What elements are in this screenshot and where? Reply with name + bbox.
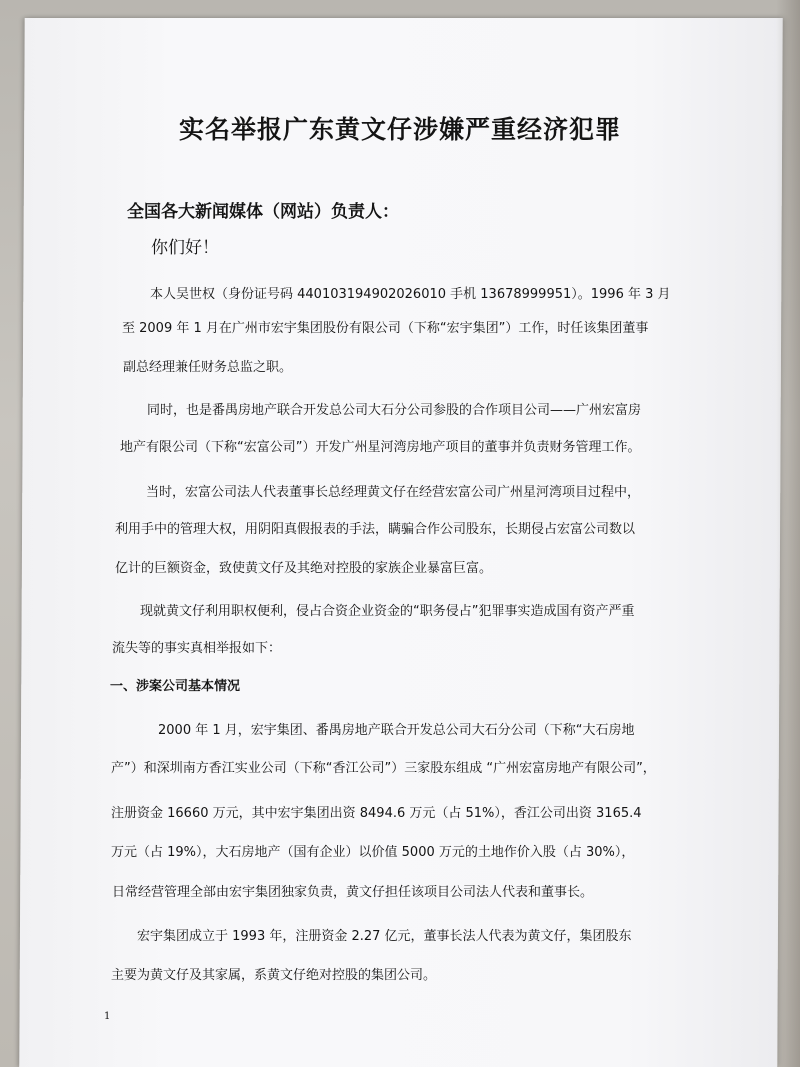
section-heading: 一、涉案公司基本情况: [110, 679, 241, 694]
body-line: 2000 年 1 月，宏宇集团、番禺房地产联合开发总公司大石分公司（下称“大石房地: [158, 723, 635, 738]
body-line: 宏宇集团成立于 1993 年，注册资金 2.27 亿元，董事长法人代表为黄文仔，集团股东: [137, 929, 632, 944]
body-line: 万元（占 19%），大石房地产（国有企业）以价值 5000 万元的土地作价入股（占 30%），: [111, 845, 635, 860]
body-line: 地产有限公司（下称“宏富公司”）开发广州星河湾房地产项目的董事并负责财务管理工作。: [120, 440, 641, 455]
page-number: 1: [104, 1011, 111, 1022]
body-line: 流失等的事实真相举报如下：: [112, 641, 282, 656]
body-line: 日常经营管理全部由宏宇集团独家负责，黄文仔担任该项目公司法人代表和董事长。: [112, 885, 594, 900]
greeting-line: 你们好！: [151, 238, 219, 258]
document-title: 实名举报广东黄文仔涉嫌严重经济犯罪: [178, 115, 621, 144]
body-line: 副总经理兼任财务总监之职。: [123, 360, 293, 375]
body-line: 主要为黄文仔及其家属，系黄文仔绝对控股的集团公司。: [111, 968, 437, 983]
body-line: 同时，也是番禺房地产联合开发总公司大石分公司参股的合作项目公司——广州宏富房: [147, 403, 642, 418]
paper-sheet: [19, 18, 782, 1067]
addressee-line: 全国各大新闻媒体（网站）负责人：: [127, 202, 399, 222]
body-line: 利用手中的管理大权，用阴阳真假报表的手法，瞒骗合作公司股东，长期侵占宏富公司数以: [115, 522, 636, 537]
body-line: 注册资金 16660 万元，其中宏宇集团出资 8494.6 万元（占 51%），香江公司出资 3165.4: [111, 806, 642, 821]
body-line: 现就黄文仔利用职权便利，侵占合资企业资金的“职务侵占”犯罪事实造成国有资产严重: [140, 604, 635, 619]
body-line: 亿计的巨额资金，致使黄文仔及其绝对控股的家族企业暴富巨富。: [115, 561, 493, 576]
paper-edge-shadow: [776, 0, 800, 1067]
body-line: 至 2009 年 1 月在广州市宏宇集团股份有限公司（下称“宏宇集团”）工作，时任该集团董事: [122, 321, 649, 336]
body-line: 当时，宏富公司法人代表董事长总经理黄文仔在经营宏富公司广州星河湾项目过程中，: [146, 485, 641, 500]
body-line: 本人吴世权（身份证号码 440103194902026010 手机 13678999951）。1996 年 3 月: [150, 287, 671, 302]
body-line: 产”）和深圳南方香江实业公司（下称“香江公司”）三家股东组成 “广州宏富房地产有限公司”，: [111, 761, 656, 776]
